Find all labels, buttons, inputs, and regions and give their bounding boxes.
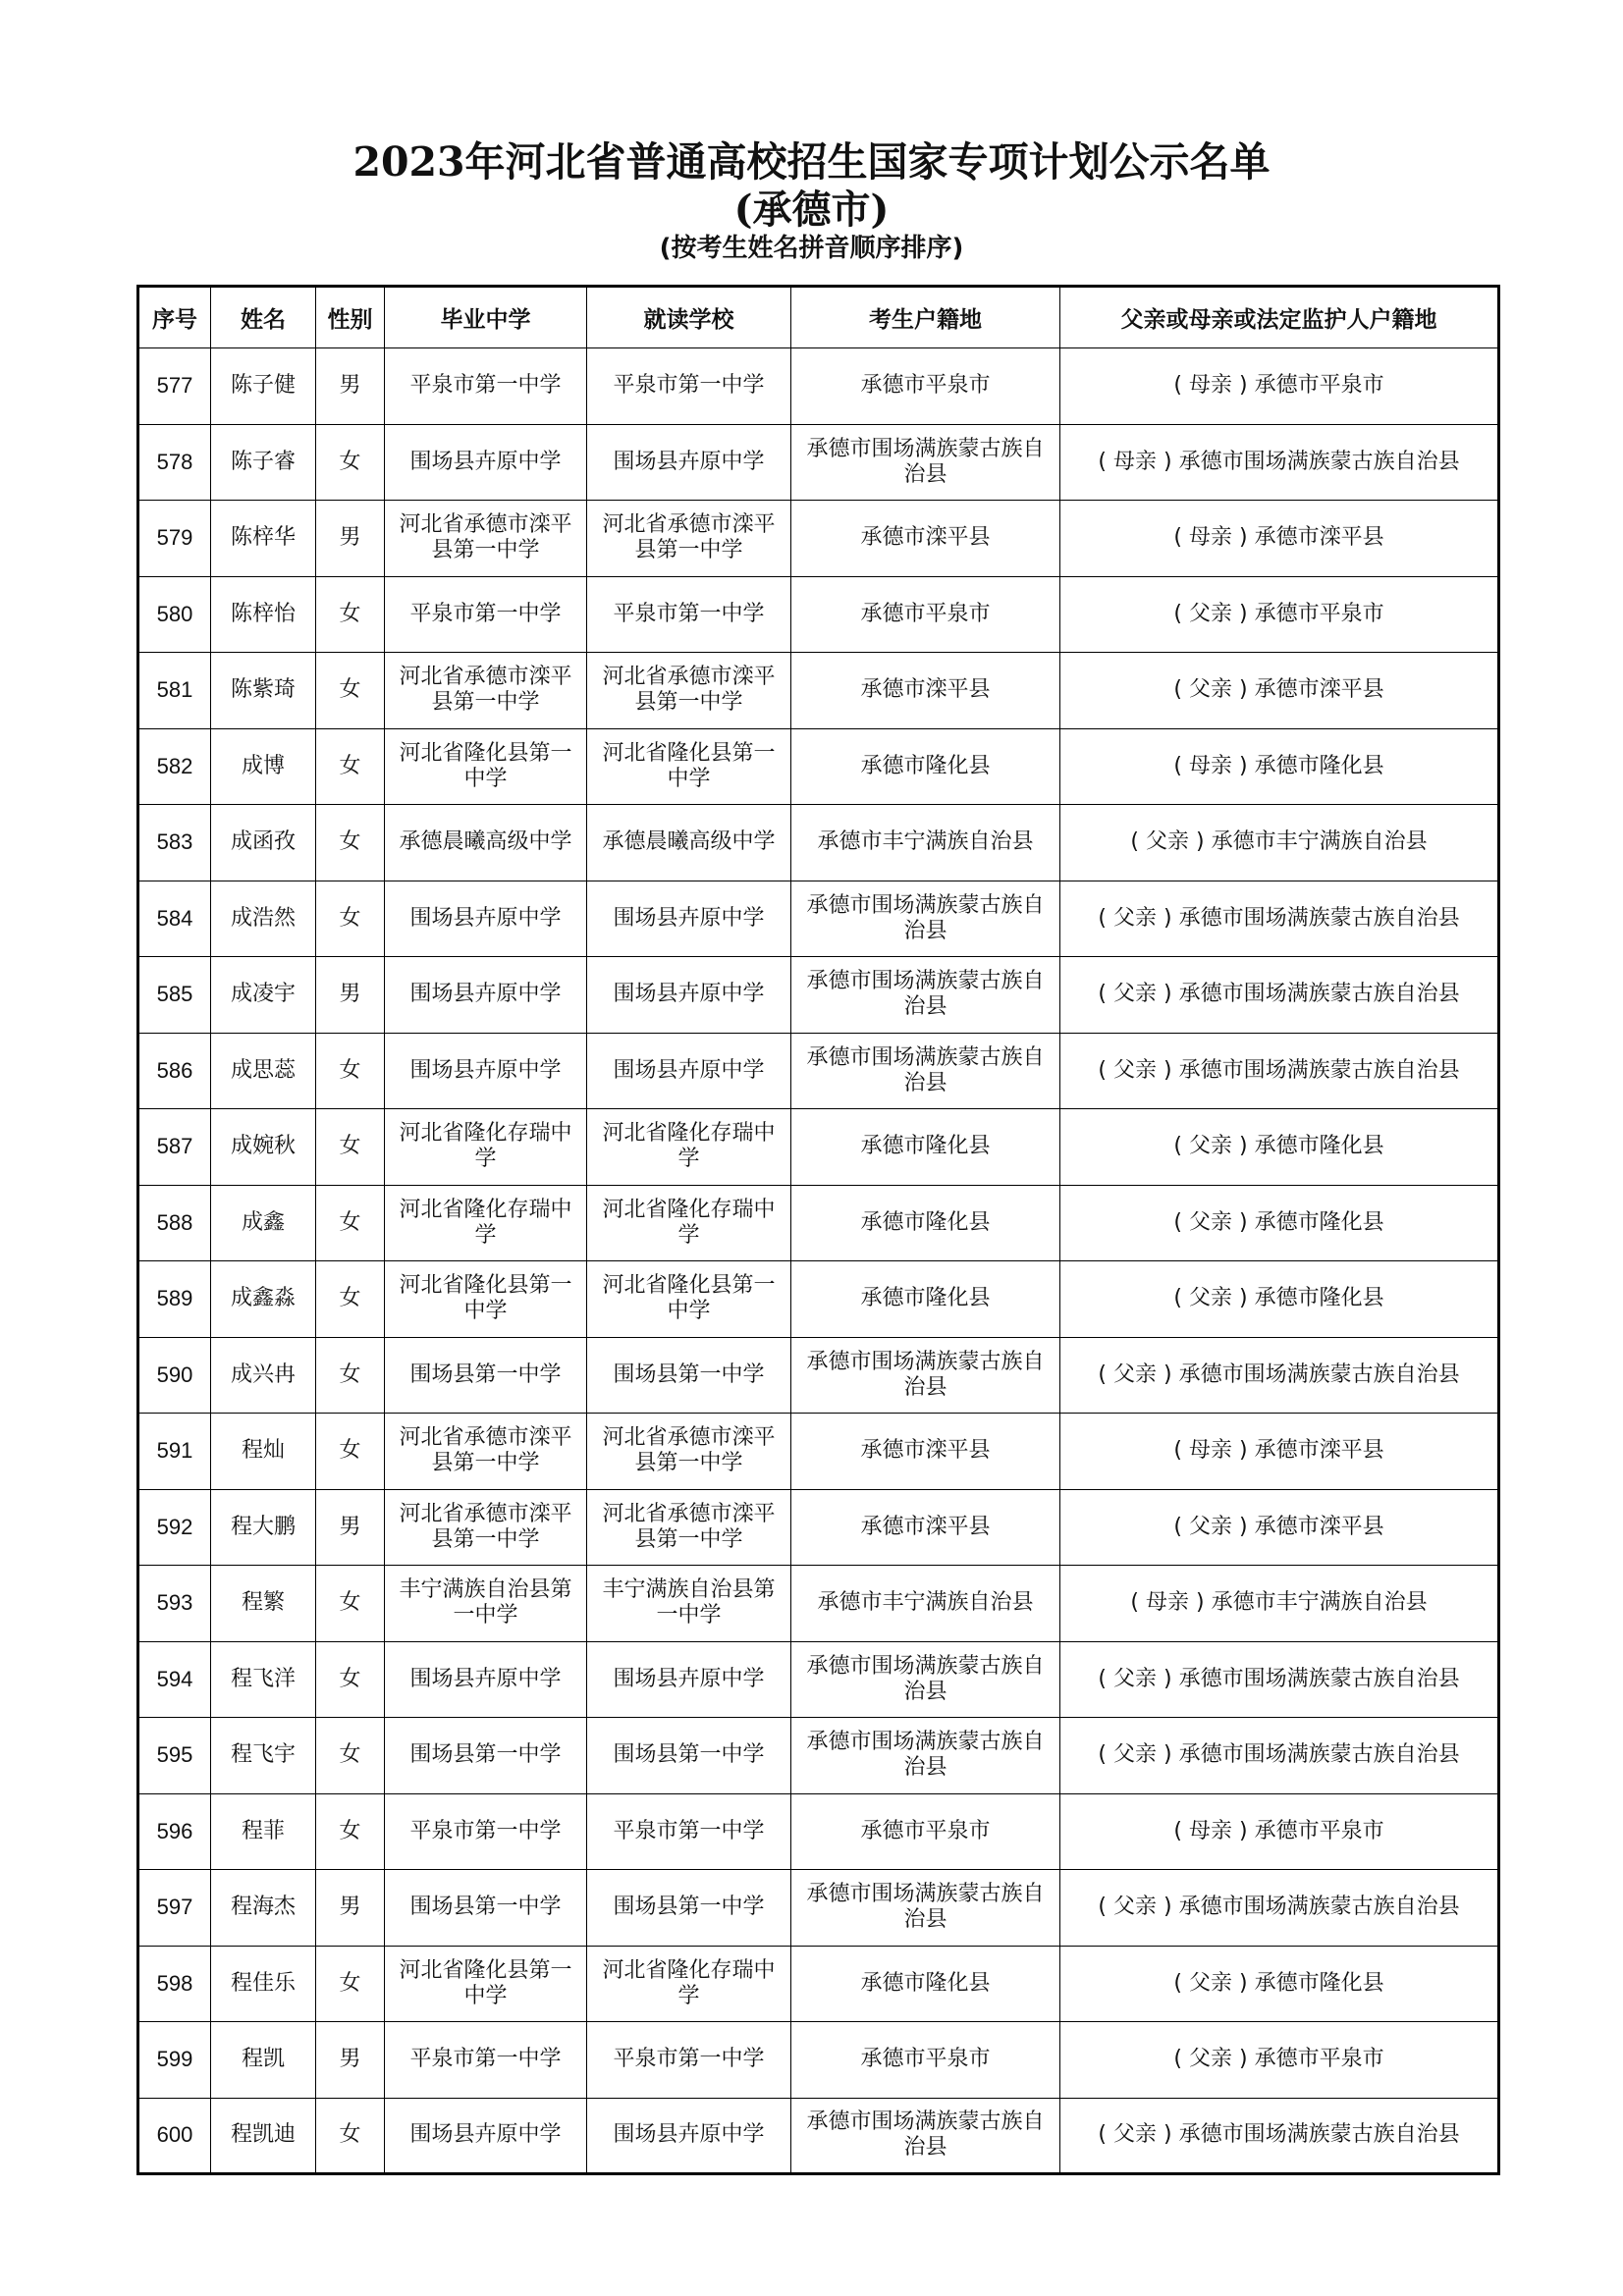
cell-gender: 男 bbox=[316, 957, 385, 1034]
col-header-no: 序号 bbox=[138, 287, 211, 348]
cell-gender: 男 bbox=[316, 348, 385, 425]
cell-name: 程灿 bbox=[211, 1414, 316, 1490]
table-row bbox=[138, 1870, 1499, 1947]
col-header-gender: 性别 bbox=[316, 287, 385, 348]
cell-guardian: ( 母亲 ) 承德市平泉市 bbox=[1060, 1793, 1499, 1870]
cell-guardian: ( 父亲 ) 承德市围场满族蒙古族自治县 bbox=[1060, 1870, 1499, 1947]
cell-current-school: 河北省承德市滦平县第一中学 bbox=[587, 501, 791, 577]
cell-no: 599 bbox=[138, 2022, 211, 2099]
cell-guardian: ( 母亲 ) 承德市滦平县 bbox=[1060, 1414, 1499, 1490]
cell-gender: 男 bbox=[316, 1489, 385, 1566]
cell-hukou: 承德市围场满族蒙古族自治县 bbox=[791, 881, 1060, 957]
cell-grad-school: 围场县卉原中学 bbox=[385, 1641, 587, 1718]
sort-note: (按考生姓名拼音顺序排序) bbox=[659, 234, 964, 263]
cell-gender: 女 bbox=[316, 2098, 385, 2174]
table-row bbox=[138, 1185, 1499, 1261]
cell-name: 陈子健 bbox=[211, 348, 316, 425]
cell-guardian: ( 父亲 ) 承德市滦平县 bbox=[1060, 1489, 1499, 1566]
cell-grad-school: 河北省隆化县第一中学 bbox=[385, 1946, 587, 2022]
cell-guardian: ( 父亲 ) 承德市隆化县 bbox=[1060, 1185, 1499, 1261]
cell-grad-school: 丰宁满族自治县第一中学 bbox=[385, 1566, 587, 1642]
cell-hukou: 承德市围场满族蒙古族自治县 bbox=[791, 957, 1060, 1034]
cell-gender: 女 bbox=[316, 881, 385, 957]
cell-current-school: 河北省隆化县第一中学 bbox=[587, 1261, 791, 1338]
col-header-grad-school: 毕业中学 bbox=[385, 287, 587, 348]
cell-name: 程海杰 bbox=[211, 1870, 316, 1947]
cell-name: 程凯迪 bbox=[211, 2098, 316, 2174]
table-row bbox=[138, 1489, 1499, 1566]
cell-grad-school: 平泉市第一中学 bbox=[385, 1793, 587, 1870]
cell-no: 580 bbox=[138, 576, 211, 653]
cell-guardian: ( 父亲 ) 承德市隆化县 bbox=[1060, 1261, 1499, 1338]
cell-name: 程繁 bbox=[211, 1566, 316, 1642]
cell-gender: 男 bbox=[316, 2022, 385, 2099]
cell-no: 578 bbox=[138, 424, 211, 501]
cell-gender: 女 bbox=[316, 1641, 385, 1718]
cell-name: 成思蕊 bbox=[211, 1033, 316, 1109]
cell-guardian: ( 母亲 ) 承德市平泉市 bbox=[1060, 348, 1499, 425]
cell-name: 陈梓怡 bbox=[211, 576, 316, 653]
cell-hukou: 承德市隆化县 bbox=[791, 728, 1060, 805]
cell-name: 成博 bbox=[211, 728, 316, 805]
cell-guardian: ( 父亲 ) 承德市围场满族蒙古族自治县 bbox=[1060, 881, 1499, 957]
cell-grad-school: 河北省承德市滦平县第一中学 bbox=[385, 501, 587, 577]
cell-hukou: 承德市隆化县 bbox=[791, 1946, 1060, 2022]
table-row bbox=[138, 1033, 1499, 1109]
cell-no: 579 bbox=[138, 501, 211, 577]
cell-name: 成婉秋 bbox=[211, 1109, 316, 1186]
cell-guardian: ( 父亲 ) 承德市围场满族蒙古族自治县 bbox=[1060, 1641, 1499, 1718]
table-row bbox=[138, 653, 1499, 729]
cell-current-school: 围场县卉原中学 bbox=[587, 957, 791, 1034]
cell-grad-school: 围场县卉原中学 bbox=[385, 957, 587, 1034]
cell-no: 577 bbox=[138, 348, 211, 425]
cell-guardian: ( 母亲 ) 承德市滦平县 bbox=[1060, 501, 1499, 577]
cell-guardian: ( 父亲 ) 承德市隆化县 bbox=[1060, 1109, 1499, 1186]
cell-gender: 男 bbox=[316, 1870, 385, 1947]
table-row bbox=[138, 1641, 1499, 1718]
cell-current-school: 平泉市第一中学 bbox=[587, 2022, 791, 2099]
cell-no: 587 bbox=[138, 1109, 211, 1186]
cell-current-school: 围场县第一中学 bbox=[587, 1718, 791, 1794]
cell-gender: 女 bbox=[316, 1337, 385, 1414]
cell-gender: 女 bbox=[316, 424, 385, 501]
cell-grad-school: 围场县卉原中学 bbox=[385, 1033, 587, 1109]
cell-guardian: ( 父亲 ) 承德市丰宁满族自治县 bbox=[1060, 805, 1499, 881]
table-row bbox=[138, 728, 1499, 805]
cell-hukou: 承德市围场满族蒙古族自治县 bbox=[791, 1641, 1060, 1718]
cell-gender: 女 bbox=[316, 1414, 385, 1490]
table-row bbox=[138, 1566, 1499, 1642]
table-row bbox=[138, 957, 1499, 1034]
table-row bbox=[138, 1718, 1499, 1794]
cell-current-school: 河北省承德市滦平县第一中学 bbox=[587, 653, 791, 729]
cell-hukou: 承德市围场满族蒙古族自治县 bbox=[791, 424, 1060, 501]
cell-name: 程佳乐 bbox=[211, 1946, 316, 2022]
table-row bbox=[138, 1946, 1499, 2022]
cell-name: 成凌宇 bbox=[211, 957, 316, 1034]
cell-name: 成鑫 bbox=[211, 1185, 316, 1261]
cell-grad-school: 围场县第一中学 bbox=[385, 1870, 587, 1947]
cell-no: 600 bbox=[138, 2098, 211, 2174]
table-row bbox=[138, 1337, 1499, 1414]
cell-hukou: 承德市平泉市 bbox=[791, 1793, 1060, 1870]
cell-guardian: ( 父亲 ) 承德市滦平县 bbox=[1060, 653, 1499, 729]
cell-guardian: ( 母亲 ) 承德市丰宁满族自治县 bbox=[1060, 1566, 1499, 1642]
table-row bbox=[138, 501, 1499, 577]
cell-no: 594 bbox=[138, 1641, 211, 1718]
table-body bbox=[138, 348, 1499, 2174]
cell-grad-school: 河北省隆化存瑞中学 bbox=[385, 1109, 587, 1186]
cell-name: 程菲 bbox=[211, 1793, 316, 1870]
cell-no: 583 bbox=[138, 805, 211, 881]
cell-hukou: 承德市滦平县 bbox=[791, 1414, 1060, 1490]
cell-hukou: 承德市滦平县 bbox=[791, 653, 1060, 729]
cell-gender: 女 bbox=[316, 576, 385, 653]
cell-gender: 女 bbox=[316, 728, 385, 805]
cell-current-school: 围场县卉原中学 bbox=[587, 424, 791, 501]
cell-name: 程飞宇 bbox=[211, 1718, 316, 1794]
cell-guardian: ( 父亲 ) 承德市平泉市 bbox=[1060, 576, 1499, 653]
cell-hukou: 承德市围场满族蒙古族自治县 bbox=[791, 1870, 1060, 1947]
cell-gender: 女 bbox=[316, 1793, 385, 1870]
cell-no: 588 bbox=[138, 1185, 211, 1261]
cell-hukou: 承德市围场满族蒙古族自治县 bbox=[791, 1337, 1060, 1414]
cell-current-school: 平泉市第一中学 bbox=[587, 348, 791, 425]
cell-no: 585 bbox=[138, 957, 211, 1034]
cell-hukou: 承德市隆化县 bbox=[791, 1261, 1060, 1338]
cell-current-school: 围场县卉原中学 bbox=[587, 2098, 791, 2174]
cell-hukou: 承德市平泉市 bbox=[791, 348, 1060, 425]
cell-current-school: 承德晨曦高级中学 bbox=[587, 805, 791, 881]
cell-no: 598 bbox=[138, 1946, 211, 2022]
table-row bbox=[138, 2022, 1499, 2099]
cell-current-school: 河北省隆化存瑞中学 bbox=[587, 1185, 791, 1261]
cell-no: 581 bbox=[138, 653, 211, 729]
cell-current-school: 河北省隆化县第一中学 bbox=[587, 728, 791, 805]
table-row bbox=[138, 805, 1499, 881]
cell-gender: 女 bbox=[316, 1033, 385, 1109]
cell-name: 成浩然 bbox=[211, 881, 316, 957]
cell-gender: 女 bbox=[316, 1185, 385, 1261]
cell-current-school: 围场县卉原中学 bbox=[587, 1033, 791, 1109]
cell-hukou: 承德市平泉市 bbox=[791, 576, 1060, 653]
cell-guardian: ( 母亲 ) 承德市隆化县 bbox=[1060, 728, 1499, 805]
table-row bbox=[138, 2098, 1499, 2174]
cell-current-school: 河北省隆化存瑞中学 bbox=[587, 1946, 791, 2022]
cell-grad-school: 围场县第一中学 bbox=[385, 1718, 587, 1794]
page-subtitle: (承德市) bbox=[733, 187, 890, 233]
cell-hukou: 承德市围场满族蒙古族自治县 bbox=[791, 2098, 1060, 2174]
cell-current-school: 河北省承德市滦平县第一中学 bbox=[587, 1489, 791, 1566]
cell-grad-school: 围场县卉原中学 bbox=[385, 2098, 587, 2174]
cell-current-school: 河北省承德市滦平县第一中学 bbox=[587, 1414, 791, 1490]
cell-hukou: 承德市滦平县 bbox=[791, 501, 1060, 577]
cell-guardian: ( 父亲 ) 承德市围场满族蒙古族自治县 bbox=[1060, 1718, 1499, 1794]
cell-current-school: 平泉市第一中学 bbox=[587, 576, 791, 653]
cell-current-school: 围场县卉原中学 bbox=[587, 881, 791, 957]
cell-current-school: 围场县卉原中学 bbox=[587, 1641, 791, 1718]
table-row bbox=[138, 424, 1499, 501]
cell-hukou: 承德市围场满族蒙古族自治县 bbox=[791, 1033, 1060, 1109]
cell-guardian: ( 母亲 ) 承德市围场满族蒙古族自治县 bbox=[1060, 424, 1499, 501]
cell-gender: 女 bbox=[316, 1261, 385, 1338]
cell-current-school: 丰宁满族自治县第一中学 bbox=[587, 1566, 791, 1642]
col-header-hukou: 考生户籍地 bbox=[791, 287, 1060, 348]
cell-grad-school: 河北省承德市滦平县第一中学 bbox=[385, 653, 587, 729]
cell-no: 597 bbox=[138, 1870, 211, 1947]
cell-guardian: ( 父亲 ) 承德市围场满族蒙古族自治县 bbox=[1060, 2098, 1499, 2174]
cell-grad-school: 围场县第一中学 bbox=[385, 1337, 587, 1414]
table-header-row bbox=[138, 287, 1499, 348]
cell-no: 586 bbox=[138, 1033, 211, 1109]
cell-name: 程飞洋 bbox=[211, 1641, 316, 1718]
cell-current-school: 围场县第一中学 bbox=[587, 1337, 791, 1414]
table-row bbox=[138, 881, 1499, 957]
cell-guardian: ( 父亲 ) 承德市隆化县 bbox=[1060, 1946, 1499, 2022]
cell-no: 592 bbox=[138, 1489, 211, 1566]
table-row bbox=[138, 1793, 1499, 1870]
cell-grad-school: 围场县卉原中学 bbox=[385, 881, 587, 957]
cell-gender: 女 bbox=[316, 1718, 385, 1794]
cell-no: 584 bbox=[138, 881, 211, 957]
cell-no: 591 bbox=[138, 1414, 211, 1490]
cell-gender: 女 bbox=[316, 1946, 385, 2022]
cell-name: 成函孜 bbox=[211, 805, 316, 881]
cell-no: 590 bbox=[138, 1337, 211, 1414]
cell-grad-school: 平泉市第一中学 bbox=[385, 348, 587, 425]
col-header-guardian: 父亲或母亲或法定监护人户籍地 bbox=[1060, 287, 1499, 348]
col-header-current-school: 就读学校 bbox=[587, 287, 791, 348]
cell-current-school: 河北省隆化存瑞中学 bbox=[587, 1109, 791, 1186]
cell-hukou: 承德市隆化县 bbox=[791, 1185, 1060, 1261]
col-header-name: 姓名 bbox=[211, 287, 316, 348]
cell-hukou: 承德市围场满族蒙古族自治县 bbox=[791, 1718, 1060, 1794]
cell-name: 陈子睿 bbox=[211, 424, 316, 501]
cell-gender: 女 bbox=[316, 1109, 385, 1186]
cell-grad-school: 河北省承德市滦平县第一中学 bbox=[385, 1414, 587, 1490]
cell-name: 成兴冉 bbox=[211, 1337, 316, 1414]
cell-grad-school: 平泉市第一中学 bbox=[385, 576, 587, 653]
cell-name: 成鑫淼 bbox=[211, 1261, 316, 1338]
cell-no: 582 bbox=[138, 728, 211, 805]
cell-gender: 女 bbox=[316, 653, 385, 729]
cell-hukou: 承德市丰宁满族自治县 bbox=[791, 1566, 1060, 1642]
cell-no: 593 bbox=[138, 1566, 211, 1642]
cell-grad-school: 河北省承德市滦平县第一中学 bbox=[385, 1489, 587, 1566]
admission-list-table bbox=[136, 285, 1500, 2175]
cell-current-school: 围场县第一中学 bbox=[587, 1870, 791, 1947]
table-row bbox=[138, 1414, 1499, 1490]
cell-hukou: 承德市平泉市 bbox=[791, 2022, 1060, 2099]
page-title: 2023年河北省普通高校招生国家专项计划公示名单 bbox=[352, 138, 1271, 186]
cell-gender: 女 bbox=[316, 805, 385, 881]
table-row bbox=[138, 1109, 1499, 1186]
cell-guardian: ( 父亲 ) 承德市围场满族蒙古族自治县 bbox=[1060, 957, 1499, 1034]
cell-name: 陈梓华 bbox=[211, 501, 316, 577]
cell-hukou: 承德市丰宁满族自治县 bbox=[791, 805, 1060, 881]
cell-grad-school: 承德晨曦高级中学 bbox=[385, 805, 587, 881]
cell-hukou: 承德市隆化县 bbox=[791, 1109, 1060, 1186]
table-row bbox=[138, 1261, 1499, 1338]
cell-grad-school: 河北省隆化县第一中学 bbox=[385, 1261, 587, 1338]
cell-guardian: ( 父亲 ) 承德市围场满族蒙古族自治县 bbox=[1060, 1033, 1499, 1109]
cell-name: 程凯 bbox=[211, 2022, 316, 2099]
cell-grad-school: 河北省隆化存瑞中学 bbox=[385, 1185, 587, 1261]
cell-current-school: 平泉市第一中学 bbox=[587, 1793, 791, 1870]
cell-no: 589 bbox=[138, 1261, 211, 1338]
cell-grad-school: 平泉市第一中学 bbox=[385, 2022, 587, 2099]
table-row bbox=[138, 348, 1499, 425]
cell-no: 595 bbox=[138, 1718, 211, 1794]
cell-hukou: 承德市滦平县 bbox=[791, 1489, 1060, 1566]
cell-gender: 女 bbox=[316, 1566, 385, 1642]
cell-guardian: ( 父亲 ) 承德市围场满族蒙古族自治县 bbox=[1060, 1337, 1499, 1414]
cell-name: 程大鹏 bbox=[211, 1489, 316, 1566]
cell-grad-school: 围场县卉原中学 bbox=[385, 424, 587, 501]
table-row bbox=[138, 576, 1499, 653]
cell-gender: 男 bbox=[316, 501, 385, 577]
cell-name: 陈紫琦 bbox=[211, 653, 316, 729]
cell-grad-school: 河北省隆化县第一中学 bbox=[385, 728, 587, 805]
cell-guardian: ( 父亲 ) 承德市平泉市 bbox=[1060, 2022, 1499, 2099]
cell-no: 596 bbox=[138, 1793, 211, 1870]
